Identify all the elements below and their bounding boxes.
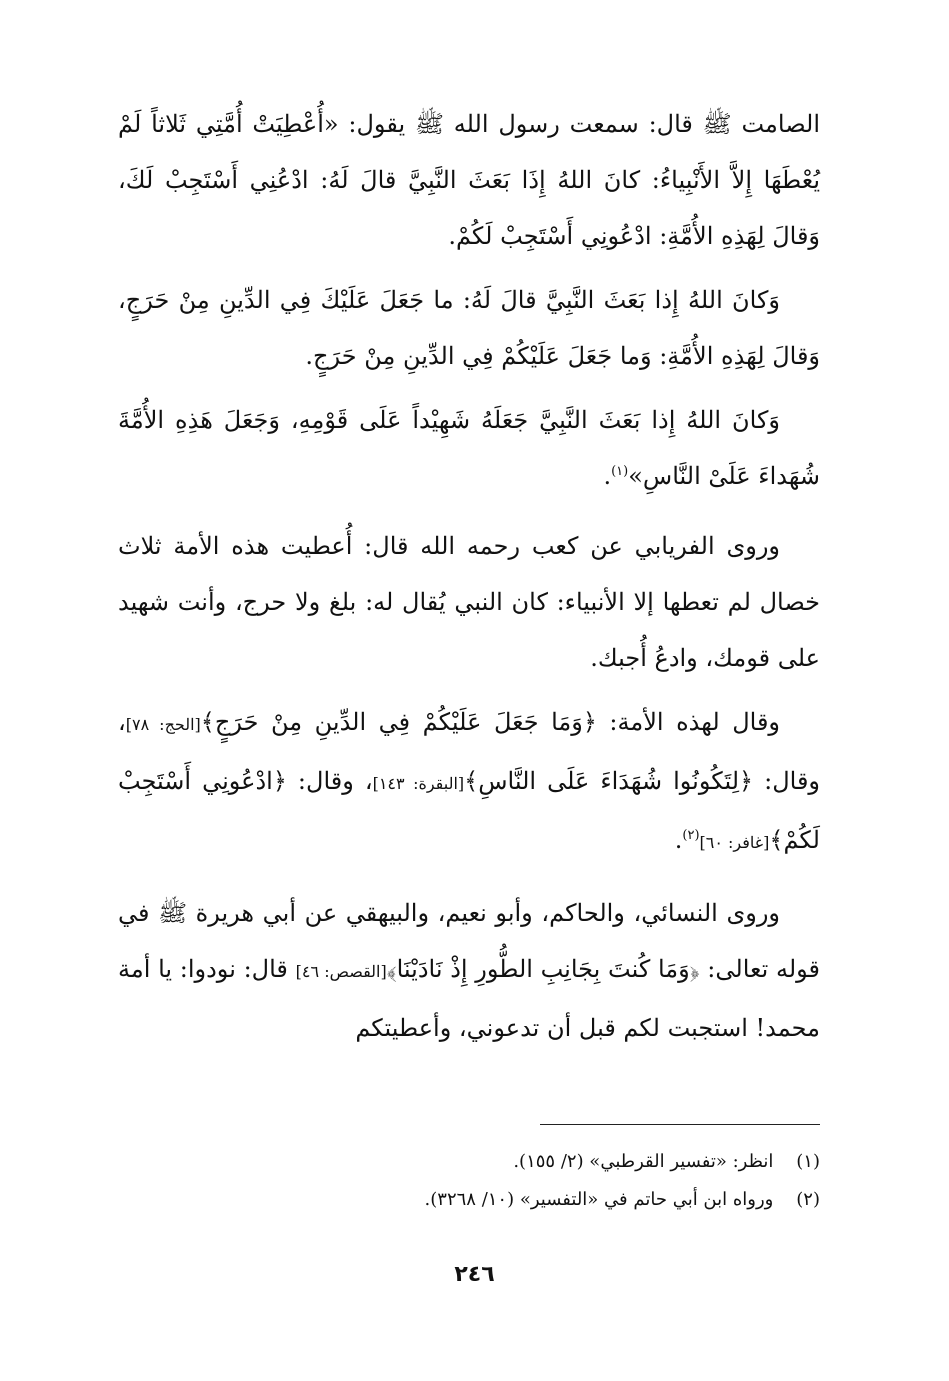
paragraph-hadith-intro: [118, 96, 820, 264]
verse-text: ، وقال: ﴿ادْعُونِي أَسْتَجِبْ لَكُمْ﴾: [118, 767, 820, 854]
footnote-divider: [540, 1124, 820, 1125]
verse-reference: [غافر: ٦٠]: [699, 833, 770, 852]
paragraph-text: قال: نودوا: يا أمة محمد! استجبت لكم قبل أن تدعوني، وأعطيتكم: [118, 955, 820, 1042]
verse-text: وقال لهذه الأمة: ﴿وَمَا جَعَلَ عَلَيْكُمْ فِي الدِّينِ مِنْ حَرَجٍ﴾: [200, 708, 781, 736]
verse-reference: [القصص: ٤٦]: [295, 962, 387, 981]
footnote-text: ورواه ابن أبي حاتم في «التفسير» (١٠/ ٣٢٦٨).: [424, 1189, 774, 1210]
page-number: ٢٤٦: [454, 1262, 495, 1287]
verse-reference: [البقرة: ١٤٣]: [372, 774, 465, 793]
footnote-number: (١): [796, 1151, 820, 1172]
paragraph-nasai: [118, 885, 820, 1056]
main-text: [118, 96, 820, 1056]
paragraph-faryabi: [118, 518, 820, 686]
footnote-item: [118, 1145, 820, 1179]
paragraph-hadith-haraj: [118, 272, 820, 384]
paragraph-text: وروى الفريابي عن كعب رحمه الله قال: أُعطيت هذه الأمة ثلاث خصال لم تعطها إلا الأنبياء: كان النبي يُقال له: بلغ ولا حرج، وأنت شهيد على قومك، وادعُ أُجبك.: [118, 532, 820, 672]
paragraph-quran-verses: وقال لهذه الأمة: ﴿وَمَا جَعَلَ عَلَيْكُمْ فِي الدِّينِ مِنْ حَرَجٍ﴾[الحج: ٧٨]، وقال: ﴿لِتَكُونُوا شُهَدَاءَ عَلَى النَّاسِ﴾[البقرة: ١٤٣]، وقال: ﴿ادْعُونِي أَسْتَجِبْ لَكُمْ﴾[غافر: ٦٠]$^{(٢)}$.: [118, 708, 821, 854]
paragraph-text: وَكانَ اللهُ إِذا بَعَثَ النَّبِيَّ قالَ لَهُ: ما جَعَلَ عَلَيْكَ فِي الدِّينِ مِنْ حَرَجٍ، وَقالَ لِهَذِهِ الأُمَّةِ: وَما جَعَلَ عَلَيْكُمْ فِي الدِّينِ مِنْ حَرَجٍ.: [118, 286, 820, 370]
verse-reference: [الحج: ٧٨]: [125, 715, 201, 734]
footnote-item: [118, 1183, 820, 1217]
footnote-text: انظر: «تفسير القرطبي» (٢/ ١٥٥).: [513, 1151, 774, 1172]
paragraph-text: الصامت ﷺ قال: سمعت رسول الله ﷺ يقول: «أُعْطِيَتْ أُمَّتِي ثَلاثاً لَمْ يُعْطَهَا إِلاَّ الأَنْبِياءُ: كانَ اللهُ إِذَا بَعَثَ النَّبِيَّ قالَ لَهُ: ادْعُنِي أَسْتَجِبْ لَكَ، وَقالَ لِهَذِهِ الأُمَّةِ: ادْعُونِي أَسْتَجِبْ لَكُمْ.: [118, 110, 820, 250]
footnotes: [118, 1141, 820, 1217]
footnote-marker: (٢): [682, 828, 700, 843]
verse-text: ، وقال: ﴿لِتَكُونُوا شُهَدَاءَ عَلَى النَّاسِ﴾: [118, 708, 821, 795]
footnote-marker: (١): [611, 464, 629, 479]
footnote-number: (٢): [796, 1189, 820, 1210]
paragraph-hadith-witness: وَكانَ اللهُ إِذا بَعَثَ النَّبِيَّ جَعَلَهُ شَهِيْداً عَلَى قَوْمِهِ، وَجَعَلَ هَذِهِ الأُمَّةَ شُهَداءَ عَلَىْ النَّاسِ»$^{(١)}$.: [118, 406, 820, 490]
paragraph-text: وروى النسائي، والحاكم، وأبو نعيم، والبيهقي عن أبي هريرة ﷺ في قوله تعالى: ﴿وَمَا كُنتَ بِجَانِبِ الطُّورِ إِذْ نَادَيْنَا﴾: [118, 899, 821, 983]
paragraph-text: وَكانَ اللهُ إِذا بَعَثَ النَّبِيَّ جَعَلَهُ شَهِيْداً عَلَى قَوْمِهِ، وَجَعَلَ هَذِهِ الأُمَّةَ شُهَداءَ عَلَىْ النَّاسِ»: [118, 406, 820, 490]
